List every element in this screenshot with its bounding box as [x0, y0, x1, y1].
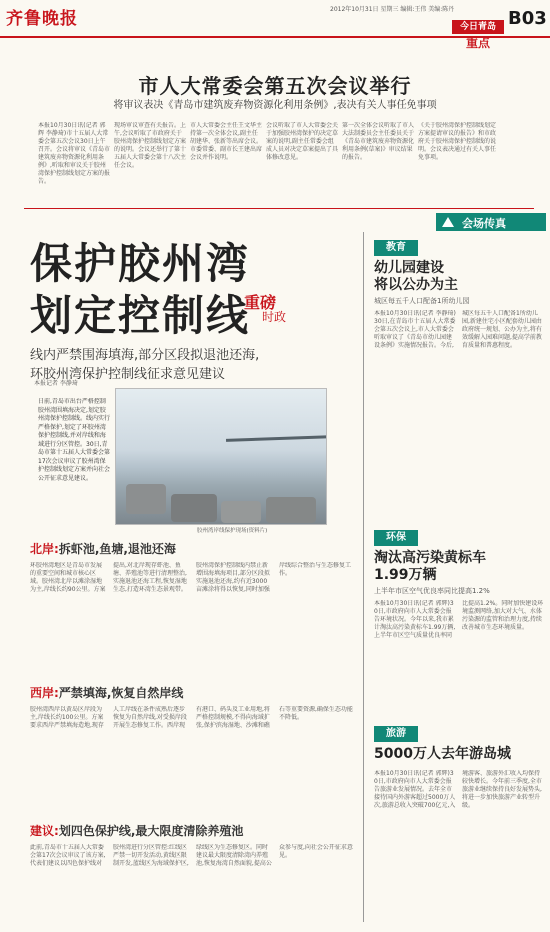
bridge-shape — [226, 435, 327, 442]
tetrapod-shape — [171, 494, 217, 522]
feature-stamp-sub: 时政 — [262, 310, 287, 324]
sidebar-article-title — [374, 260, 458, 294]
sidebar-tag-tourism: 旅游 — [374, 726, 418, 742]
feature-deck-line-2: 环胶州湾保护控制线征求意见建议 — [30, 367, 226, 382]
divider — [24, 208, 534, 209]
sidebar-tag-environment: 环保 — [374, 530, 418, 546]
subhead-text: 严禁填海,恢复自然岸线 — [58, 686, 184, 700]
top-story-subhead: 将审议表决《青岛市建筑废弃物资源化利用条例》,表决有关人事任免事项 — [113, 100, 437, 111]
top-story-col-5: 第一次全体会议听取了市人大法制委员会主任委员关于《青岛市建筑废弃物资源化利用条例(草案)》审议结果的报告。 — [342, 122, 414, 161]
sidebar-tag-education: 教育 — [374, 240, 418, 256]
sidebar-article-body: 本报10月30日讯(记者 李静琦)30日,在青岛市十五届人大常委会第五次会议上,市人大常委会听取审议了《青岛市幼儿园建设条例》实施情况报告。今后,城区每五千人口配备1所幼儿园,新建住宅小区配套幼儿园由政府统一规划、公办为主,将有效缓解入园难问题,提高学前教育质量和普惠程度。 — [374, 310, 542, 349]
feature-section-suggestion-body: 此前,青岛市十五届人大常委会第17次会议审议了该方案,代表们建议以四色保护线对胶州湾进行分区管控:红线区严禁一切开发活动,黄线区限制开发,蓝线区为海域保护区,绿线区为生态修复区。同时建议最大限度清除湾内养殖池,恢复海湾自然面貌,提高公众参与度,向社会公开征求意见。 — [30, 844, 353, 867]
edition-badge: 今日青岛 — [452, 20, 504, 34]
sidebar-article-subtitle: 城区每五千人口配备1所幼儿园 — [374, 297, 470, 305]
feature-stamp-main: 重磅 — [244, 293, 277, 312]
masthead — [0, 0, 550, 38]
newspaper-logo: 齐鲁晚报 — [6, 9, 78, 29]
triangle-icon — [442, 217, 454, 227]
subhead-label: 西岸: — [30, 686, 59, 700]
title-line-2: 1.99万辆 — [374, 567, 437, 583]
photo-caption: 胶州湾岸线保护现场(资料片) — [197, 528, 268, 534]
feature-section-north-body: 环胶州湾地区是青岛市发展的重要空间和城市核心区域。胶州湾北岸以滩涂湿地为主,岸线长约90公里。方案提出,对北岸现存虾池、鱼塘、养殖池等进行清理整治,实施退池还海工程,恢复湿地生态,打造环湾生态景观带。胶州湾保护控制线内禁止新增围海填海项目,部分区段拟实施退池还海,约有近3000亩滩涂将得以恢复,同时加强岸线综合整治与生态修复工作。 — [30, 562, 352, 593]
feature-photo — [115, 388, 327, 525]
sidebar-article-body: 本报10月30日讯(记者 郭辉)30日,市政府向市人大常委会报告环境状况。今年以来,我市累计淘汰高污染黄标车1.99万辆,上半年市区空气质量优良率同比提高1.2%。同时加快建设环境监测网络,加大对大气、水体污染源的监管和治理力度,持续改善城市生态环境质量。 — [374, 600, 544, 639]
feature-lead: 日前,青岛市出台严格控制胶州湾围填海决定,划定胶州湾保护控制线。线内实行严格保护,划定了环胶州湾保护控制线,并对岸线和海域进行分区管控。30日,青岛市第十五届人大常委会第17次会议审议了胶州湾保护控制线划定方案并向社会公开征求意见建议。 — [38, 398, 110, 482]
section-label: 重点 — [466, 36, 491, 50]
subhead-label: 北岸: — [30, 542, 59, 556]
dateline: 2012年10月31日 星期三 编辑:王伟 美编:陈丹 — [330, 6, 455, 13]
sidebar-article-body: 本报10月30日讯(记者 郭辉)30日,市政府向市人大常委会报告旅游业发展情况。去年全市接待国内外游客超过5000万人次,旅游总收入突破700亿元,入境游客、旅游外汇收入均保持较快增长。今年前三季度,全市旅游业继续保持良好发展势头,将进一步加快旅游产业转型升级。 — [374, 770, 542, 809]
sidebar-banner-label: 会场传真 — [462, 217, 506, 230]
top-story-headline: 市人大常委会第五次会议举行 — [138, 74, 412, 98]
subhead-label: 建议: — [30, 824, 59, 838]
top-story-col-2: 现场审议审查有关报告。上午,会议听取了市政府关于胶州湾保护控制线划定方案的说明。会议还举行了第十五届人大常委会第十八次主任会议。 — [114, 122, 186, 169]
feature-section-west-body: 胶州湾西岸以黄岛区岸段为主,岸线长约100公里。方案要求西岸严禁填海造地,现存人工岸线在条件成熟后逐步恢复为自然岸线,对受损岸段开展生态修复工作。西岸现有港口、码头及工业用地,将严格控制规模,不得向海域扩张,保护滨海湿地、沙滩和礁石等重要资源,确保生态功能不降低。 — [30, 706, 353, 729]
feature-headline-line-1: 保护胶州湾 — [30, 239, 251, 288]
feature-subhead-west — [30, 684, 183, 701]
feature-headline — [30, 238, 250, 342]
title-line-1: 5000万人去年游岛城 — [374, 746, 511, 762]
sidebar-banner — [436, 213, 546, 231]
top-story-col-1: 本报10月30日讯(记者 郭辉 李静琦)市十五届人大常委会第五次会议30日上午召开。会议将审议《青岛市建筑废弃物资源化利用条例》,听取和审议关于胶州湾保护控制线划定方案的报告。 — [38, 122, 110, 185]
sidebar-article-title — [374, 550, 486, 584]
title-line-2: 将以公办为主 — [374, 277, 458, 293]
column-divider — [363, 232, 364, 922]
feature-byline: 本报记者 李静琦 — [34, 380, 78, 387]
page-number: B03 — [508, 8, 547, 29]
feature-subhead-north — [30, 540, 176, 557]
feature-deck-line-1: 线内严禁围海填海,部分区段拟退池还海, — [30, 348, 260, 363]
top-story-col-3: 市人大常委会主任王文华主持第一次全体会议,副主任胡建华、张新等出席会议。市委常委、副市长王建出席会议并作说明。 — [190, 122, 262, 161]
sidebar-article-title — [374, 746, 511, 763]
subhead-text: 拆虾池,鱼塘,退池还海 — [58, 542, 176, 556]
tetrapod-shape — [126, 484, 166, 514]
subhead-text: 划四色保护线,最大限度清除养殖池 — [58, 824, 244, 838]
tetrapod-shape — [266, 497, 316, 523]
top-story-col-4: 会议听取了市人大常委会关于加强胶州湾保护的决定草案的说明,副主任常委会组成人员对决定草案提出了具体修改意见。 — [266, 122, 338, 161]
sidebar-article-subtitle: 上半年市区空气优良率同比提高1.2% — [374, 587, 490, 595]
tetrapod-shape — [221, 501, 261, 523]
title-line-1: 幼儿园建设 — [374, 260, 444, 276]
top-story-col-6: 《关于胶州湾保护控制线划定方案提请审议的报告》和市政府关于胶州湾保护控制线的说明。会议表决通过有关人事任免事项。 — [418, 122, 497, 161]
feature-headline-line-2: 划定控制线 — [30, 291, 251, 340]
title-line-1: 淘汰高污染黄标车 — [374, 550, 486, 566]
feature-subhead-suggestion — [30, 822, 243, 839]
